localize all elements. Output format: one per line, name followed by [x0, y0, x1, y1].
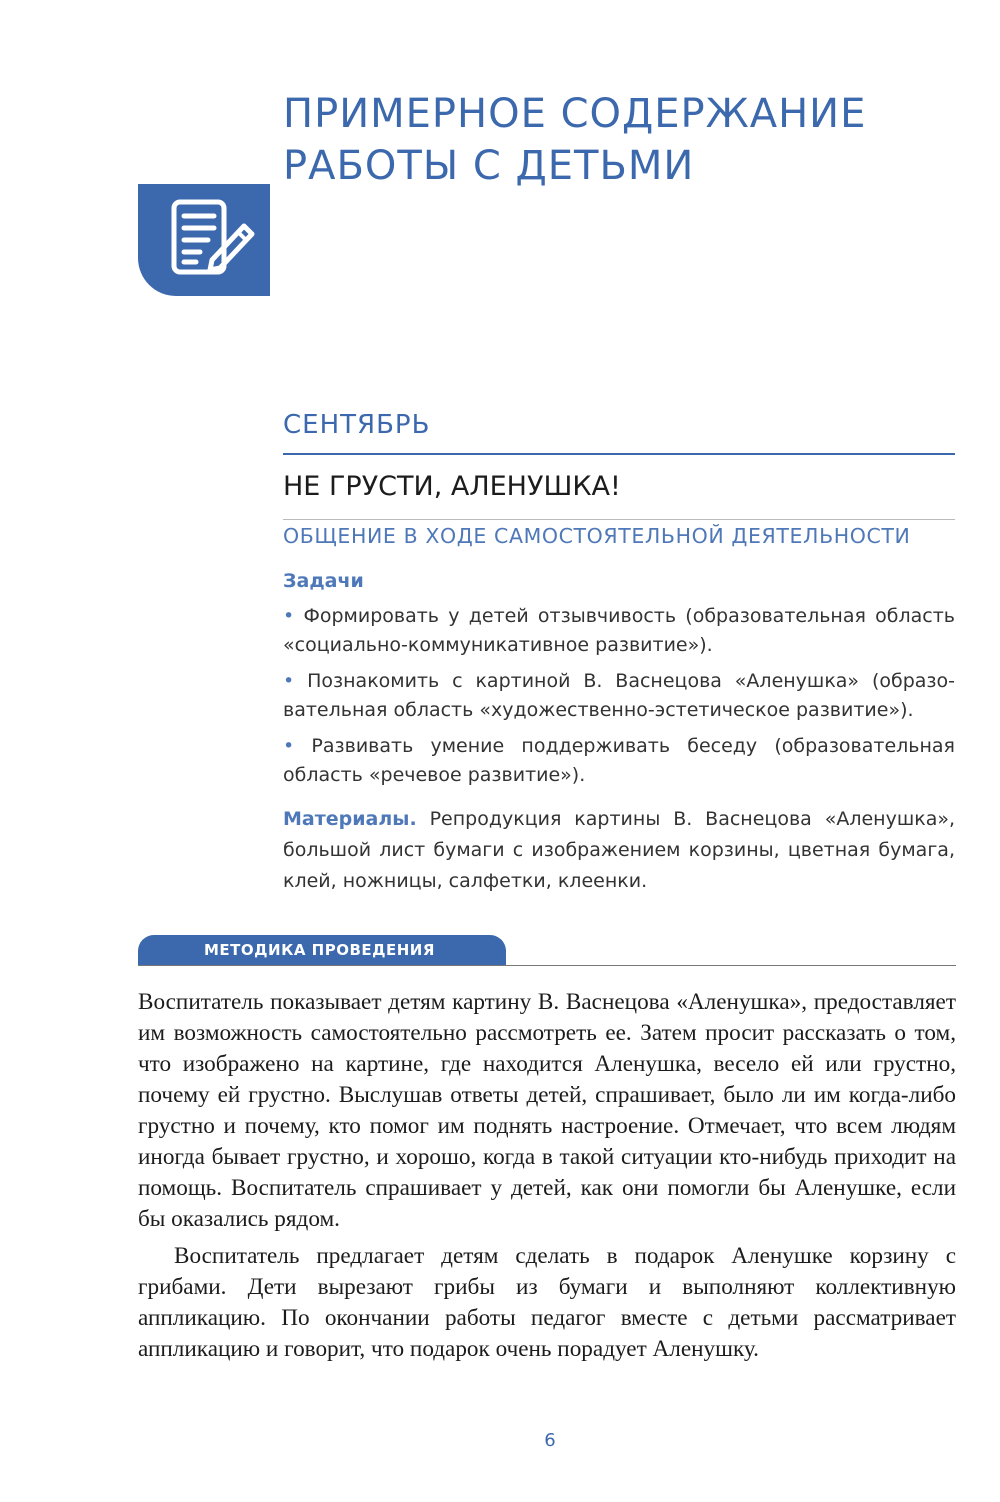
method-body [138, 987, 956, 1371]
materials-paragraph [283, 804, 955, 897]
task-text: Познакомить с картиной В. Васнецова «Аленушка» (образовательная область «художественно-эстетическое развитие»). [283, 670, 955, 721]
tasks-list [283, 602, 955, 797]
task-text: Развивать умение поддерживать беседу (образовательная область «речевое развитие»). [283, 735, 955, 786]
topic-title: НЕ ГРУСТИ, АЛЕНУШКА! [283, 471, 621, 502]
materials-label: Материалы. [283, 808, 417, 830]
chapter-title-line-2: РАБОТЫ С ДЕТЬМИ [283, 143, 695, 189]
method-divider [138, 965, 956, 966]
document-pencil-icon [168, 198, 260, 282]
task-item [283, 602, 955, 660]
task-text: Формировать у детей отзывчивость (образовательная область «социально-коммуникативное развитие»). [283, 605, 956, 656]
page-number: 6 [544, 1430, 556, 1451]
document-edit-icon-block [138, 184, 270, 296]
activity-type: ОБЩЕНИЕ В ХОДЕ САМОСТОЯТЕЛЬНОЙ ДЕЯТЕЛЬНОСТИ [283, 524, 911, 548]
chapter-title-line-1: ПРИМЕРНОЕ СОДЕРЖАНИЕ [283, 91, 867, 137]
chapter-title [283, 88, 963, 192]
method-heading-tab [138, 935, 506, 966]
bullet: • [283, 735, 295, 757]
month-divider [283, 453, 955, 455]
month-title: СЕНТЯБРЬ [283, 410, 431, 440]
tasks-heading: Задачи [283, 570, 364, 592]
task-item [283, 667, 955, 725]
materials-text: Репродукция картины В. Васнецова «Аленушка», большой лист бумаги с изображением корзины, цветная бумага, клей, ножницы, салфетки, клеенки. [283, 808, 956, 892]
method-paragraph-1: Воспитатель показывает детям картину В. Васнецова «Аленушка», предоставляет им возможность самостоятельно рассмотреть ее. Затем просит рассказать о том, что изображено на картине, где находится Аленушка, весело ей или грустно, почему ей грустно. Выслушав ответы детей, спрашивает, было ли им когда-либо грустно и почему, кто помог им поднять настроение. Отмечает, что всем людям иногда бывает грустно, и хорошо, когда в такой ситуации кто-нибудь приходит на помощь. Воспитатель спрашивает у детей, как они помогли бы Аленушке, если бы оказались рядом. [138, 989, 956, 1232]
topic-divider [283, 519, 955, 520]
bullet: • [283, 670, 295, 692]
method-heading-label: МЕТОДИКА ПРОВЕДЕНИЯ [204, 941, 435, 959]
task-item [283, 732, 955, 790]
method-paragraph-2: Воспитатель предлагает детям сделать в подарок Аленушке корзину с грибами. Дети вырезают грибы из бумаги и выполняют коллективную аппликацию. По окончании работы педагог вместе с детьми рассматривает аппликацию и говорит, что подарок очень порадует Аленушку. [138, 1243, 956, 1362]
bullet: • [283, 605, 295, 627]
